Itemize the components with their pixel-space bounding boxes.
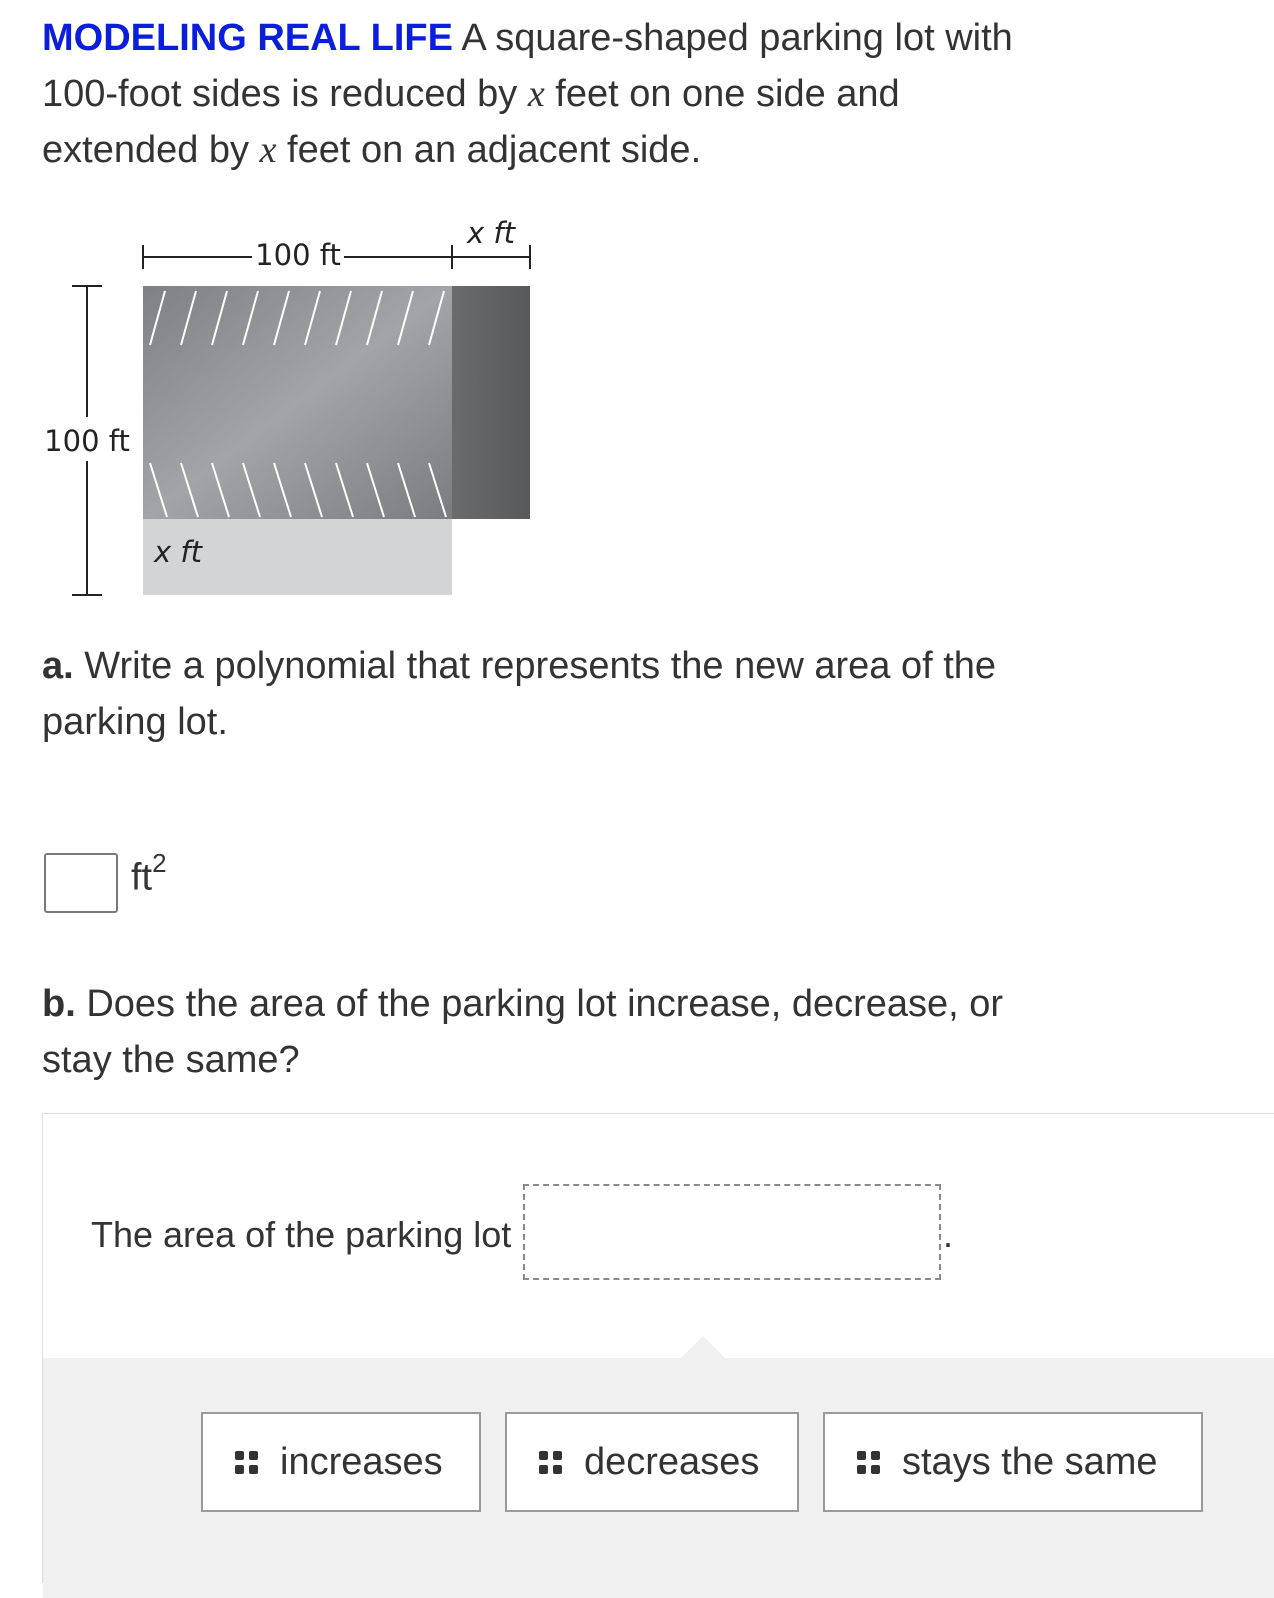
problem-intro-3a: extended by (42, 129, 260, 171)
unit-exponent: 2 (152, 848, 167, 878)
inner-x-label: x ft (154, 535, 202, 569)
problem-intro-1: A square-shaped parking lot with (452, 17, 1013, 59)
problem-intro-3b: feet on an adjacent side. (276, 129, 702, 171)
option-label: stays the same (902, 1440, 1158, 1483)
answer-sentence: The area of the parking lot (91, 1214, 512, 1255)
part-a-text-1: Write a polynomial that represents the new area of the (73, 645, 997, 687)
part-b-question (42, 976, 1222, 1088)
drag-handle-icon (857, 1451, 880, 1474)
option-label: increases (280, 1440, 443, 1483)
part-b-text-1: Does the area of the parking lot increase, decrease, or (75, 983, 1004, 1025)
area-unit (131, 848, 167, 900)
top-dimension-label: 100 ft (255, 238, 341, 272)
option-stays-the-same[interactable] (823, 1412, 1203, 1512)
problem-intro-2a: 100-foot sides is reduced by (42, 73, 528, 115)
option-increases[interactable] (201, 1412, 481, 1512)
part-a-text-2: parking lot. (42, 701, 228, 743)
option-label: decreases (584, 1440, 760, 1483)
sentence-period: . (943, 1214, 954, 1255)
extension-area (452, 286, 530, 519)
drag-handle-icon (235, 1451, 258, 1474)
problem-headline: MODELING REAL LIFE (42, 17, 453, 59)
answer-drop-zone[interactable] (523, 1184, 941, 1280)
part-a-question (42, 638, 1222, 750)
unit-text: ft (131, 856, 153, 899)
variable-x: x (259, 129, 277, 171)
top-x-label: x ft (467, 216, 515, 250)
option-decreases[interactable] (505, 1412, 799, 1512)
left-dimension-label: 100 ft (44, 424, 130, 458)
parking-lot-figure (30, 205, 550, 615)
problem-intro-2b: feet on one side and (544, 73, 900, 115)
problem-statement (42, 10, 1222, 178)
part-b-letter: b. (42, 983, 76, 1025)
drag-handle-icon (539, 1451, 562, 1474)
tray-notch (681, 1336, 725, 1358)
part-b-text-2: stay the same? (42, 1039, 300, 1081)
part-a-letter: a. (42, 645, 74, 687)
area-answer-input[interactable] (44, 853, 118, 913)
drag-drop-panel (42, 1113, 1274, 1583)
variable-x: x (527, 73, 545, 115)
